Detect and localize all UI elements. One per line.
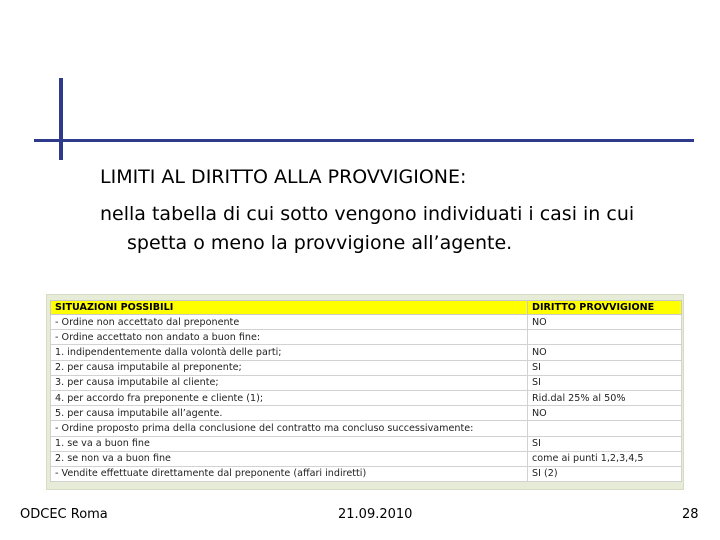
table-row xyxy=(51,406,682,421)
table-row xyxy=(51,451,682,466)
footer-organization: ODCEC Roma xyxy=(20,507,108,522)
intro-line-2: spetta o meno la provvigione all’agente. xyxy=(127,232,513,254)
table-row xyxy=(51,390,682,405)
right-cell xyxy=(528,330,682,345)
table-row xyxy=(51,360,682,375)
situation-cell: 1. indipendentemente dalla volontà delle parti; xyxy=(51,345,528,360)
situation-cell: 4. per accordo fra preponente e cliente (1); xyxy=(51,390,528,405)
situation-cell: - Ordine non accettato dal preponente xyxy=(51,315,528,330)
footer-date: 21.09.2010 xyxy=(338,507,413,522)
slide-number: 28 xyxy=(682,507,699,522)
header-situazioni: SITUAZIONI POSSIBILI xyxy=(51,301,528,315)
right-cell: SI xyxy=(528,375,682,390)
right-cell: NO xyxy=(528,345,682,360)
table-row xyxy=(51,315,682,330)
situation-cell: 5. per causa imputabile all’agente. xyxy=(51,406,528,421)
right-cell: NO xyxy=(528,315,682,330)
situation-cell: 1. se va a buon fine xyxy=(51,436,528,451)
provvigione-table xyxy=(50,300,682,482)
decorative-horizontal-line xyxy=(34,139,694,142)
table-row xyxy=(51,421,682,436)
right-cell: Rid.dal 25% al 50% xyxy=(528,390,682,405)
situation-cell: - Vendite effettuate direttamente dal preponente (affari indiretti) xyxy=(51,466,528,481)
situation-cell: 2. per causa imputabile al preponente; xyxy=(51,360,528,375)
table-row xyxy=(51,345,682,360)
right-cell: NO xyxy=(528,406,682,421)
situation-cell: 3. per causa imputabile al cliente; xyxy=(51,375,528,390)
intro-line-1: nella tabella di cui sotto vengono individuati i casi in cui xyxy=(100,203,635,225)
right-cell: SI xyxy=(528,360,682,375)
table-row xyxy=(51,436,682,451)
table-row xyxy=(51,375,682,390)
table-row xyxy=(51,466,682,481)
situation-cell: - Ordine accettato non andato a buon fine: xyxy=(51,330,528,345)
header-diritto: DIRITTO PROVVIGIONE xyxy=(528,301,682,315)
slide-title: LIMITI AL DIRITTO ALLA PROVVIGIONE: xyxy=(100,166,467,188)
situation-cell: 2. se non va a buon fine xyxy=(51,451,528,466)
right-cell: come ai punti 1,2,3,4,5 xyxy=(528,451,682,466)
decorative-vertical-line xyxy=(59,78,63,160)
table-row xyxy=(51,330,682,345)
provvigione-table-image xyxy=(46,294,684,490)
right-cell: SI (2) xyxy=(528,466,682,481)
slide-intro xyxy=(100,200,700,258)
table-header-row xyxy=(51,301,682,315)
right-cell xyxy=(528,421,682,436)
right-cell: SI xyxy=(528,436,682,451)
situation-cell: - Ordine proposto prima della conclusione del contratto ma concluso successivamente: xyxy=(51,421,528,436)
